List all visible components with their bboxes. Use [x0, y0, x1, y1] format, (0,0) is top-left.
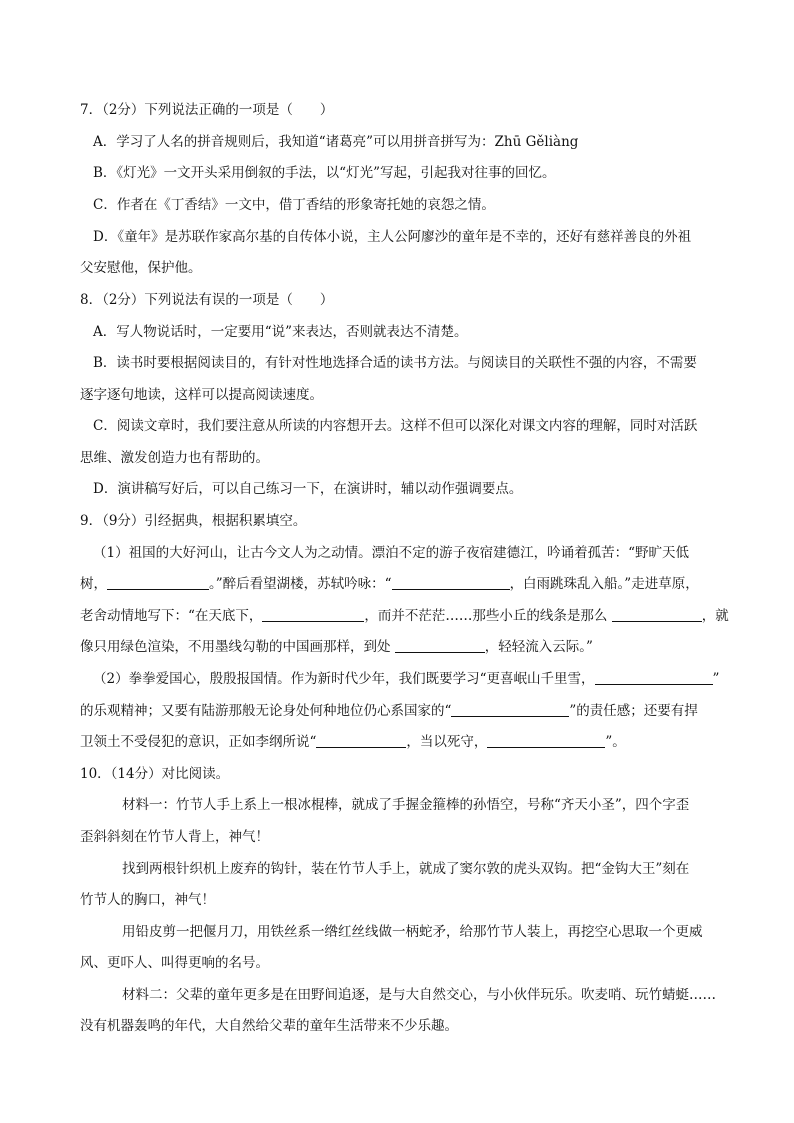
- q9-text: 的乐观精神；又要有陆游那般无论身处何种地位仍心系国家的“: [80, 703, 452, 719]
- q8-option-b: B．读书时要根据阅读目的，有针对性地选择合适的读书方法。与阅读目的关联性不强的内容，不需要: [93, 355, 697, 371]
- fill-blank[interactable]: [395, 639, 485, 653]
- q7-stem: 7．（2分）下列说法正确的一项是（ ）: [80, 102, 334, 118]
- q7-option-d: D．《童年》是苏联作家高尔基的自传体小说，主人公阿廖沙的童年是不幸的，还好有慈祥善良的外祖: [93, 229, 692, 245]
- fill-blank[interactable]: [612, 608, 702, 622]
- q8-option-b-cont: 逐字逐句地读，这样可以提高阅读速度。: [80, 387, 323, 403]
- q9-line-3: [80, 607, 729, 625]
- q9-text: 老舍动情地写下：“在天底下，: [80, 608, 263, 624]
- q9-text: 树，: [80, 576, 107, 592]
- q9-text: ”的责任感；还要有捍: [569, 703, 698, 719]
- q7-option-a: A．学习了人名的拼音规则后，我知道“诸葛亮”可以用拼音拼写为：Zhū Gěliàng: [93, 134, 579, 150]
- fill-blank[interactable]: [595, 671, 713, 685]
- q10-material-1-cont: 歪斜斜刻在竹节人背上，神气！: [80, 829, 269, 845]
- q9-line-1: （1）祖国的大好河山，让古今文人为之动情。漂泊不定的游子夜宿建德江，吟诵着孤苦：“野旷天低: [93, 545, 689, 561]
- q7-option-b: B．《灯光》一文开头采用倒叙的手法，以“灯光”写起，引起我对往事的回忆。: [93, 165, 556, 181]
- q8-option-d: D．演讲稿写好后，可以自己练习一下，在演讲时，辅以动作强调要点。: [93, 481, 523, 497]
- q9-stem: 9．（9分）引经据典，根据积累填空。: [80, 513, 307, 529]
- q9-text: ，白雨跳珠乱入船。”走进草原，: [509, 576, 699, 592]
- q10-paragraph-3-cont: 风、更吓人、叫得更响的名号。: [80, 955, 269, 971]
- q9-line-7: [80, 733, 626, 751]
- q9-text: 。”醉后看望湖楼，苏轼吟咏：“: [209, 576, 392, 592]
- q9-text: ，而并不茫茫……那些小丘的线条是那么: [364, 608, 608, 624]
- fill-blank[interactable]: [316, 734, 406, 748]
- q8-option-c: C．阅读文章时，我们要注意从所读的内容想开去。这样不但可以深化对课文内容的理解，同时对活跃: [93, 418, 698, 434]
- fill-blank[interactable]: [392, 576, 510, 590]
- q8-option-a: A．写人物说话时，一定要用“说”来表达，否则就表达不清楚。: [93, 324, 468, 340]
- q10-paragraph-2: 找到两根针织机上废弃的钩针，装在竹节人手上，就成了窦尔敦的虎头双钩。把“金钩大王”刻在: [122, 861, 690, 877]
- q9-line-6: [80, 702, 698, 720]
- fill-blank[interactable]: [451, 703, 569, 717]
- q9-text: ，就: [701, 608, 729, 624]
- fill-blank[interactable]: [487, 734, 605, 748]
- q10-material-2-cont: 没有机器轰鸣的年代，大自然给父辈的童年生活带来不少乐趣。: [80, 1018, 458, 1034]
- q9-text: （2）拳拳爱国心，殷殷报国情。作为新时代少年，我们既要学习“更喜岷山千里雪，: [93, 671, 595, 687]
- q7-option-c: C．作者在《丁香结》一文中，借丁香结的形象寄托她的哀怨之情。: [93, 197, 495, 213]
- q10-paragraph-2-cont: 竹节人的胸口，神气！: [80, 892, 215, 908]
- fill-blank[interactable]: [107, 576, 209, 590]
- q9-text: 卫领土不受侵犯的意识，正如李纲所说“: [80, 734, 317, 750]
- q9-text: ”: [712, 671, 720, 687]
- q9-line-4: [80, 638, 593, 656]
- q10-stem: 10．（14分）对比阅读。: [80, 766, 230, 782]
- q9-line-2: [80, 575, 699, 593]
- q8-stem: 8．（2分）下列说法有误的一项是（ ）: [80, 292, 334, 308]
- q7-option-d-cont: 父安慰他，保护他。: [80, 260, 202, 276]
- q9-text: 像只用绿色渲染，不用墨线勾勒的中国画那样，到处: [80, 639, 391, 655]
- q10-material-2: 材料二：父辈的童年更多是在田野间追逐，是与大自然交心，与小伙伴玩乐。吹麦哨、玩竹蜻蜓……: [122, 987, 716, 1003]
- q9-line-5: [93, 670, 719, 688]
- q9-text: ”。: [605, 734, 626, 750]
- q9-text: ，轻轻流入云际。”: [484, 639, 593, 655]
- fill-blank[interactable]: [262, 608, 364, 622]
- q10-material-1: 材料一：竹节人手上系上一根冰棍棒，就成了手握金箍棒的孙悟空，号称“齐天小圣”，四个字歪: [122, 797, 690, 813]
- q9-text: ，当以死守，: [406, 734, 488, 750]
- q10-paragraph-3: 用铅皮剪一把偃月刀，用铁丝系一绺红丝线做一柄蛇矛，给那竹节人装上，再挖空心思取一个更威: [122, 924, 703, 940]
- q8-option-c-cont: 思维、激发创造力也有帮助的。: [80, 450, 269, 466]
